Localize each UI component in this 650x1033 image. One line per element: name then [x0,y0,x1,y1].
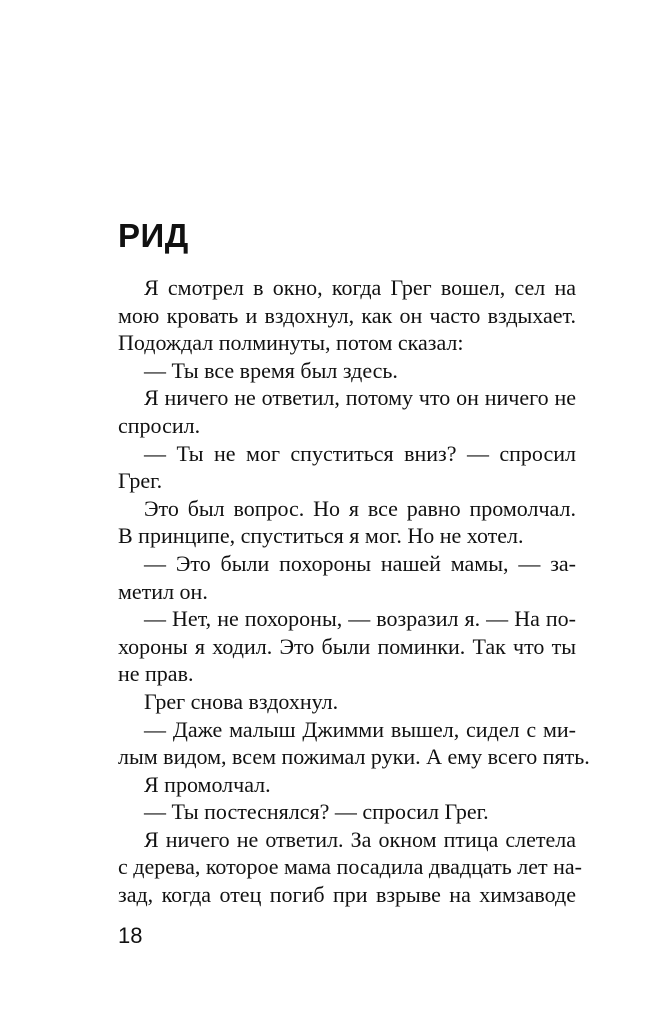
text-line: Я ничего не ответил. За окном птица слетела [144,826,576,852]
text-line: — Нет, не похороны, — возразил я. — На по- [144,606,576,632]
text-line: метил он. [118,578,208,604]
text-line: спросил. [118,412,201,438]
text-line: Грег снова вздохнул. [144,688,339,714]
text-line: — Ты все время был здесь. [144,357,398,383]
page-number: 18 [118,923,143,948]
chapter-title: РИД [118,217,189,254]
text-line: хороны я ходил. Это были поминки. Так что ты [118,633,576,659]
text-line: мою кровать и вздохнул, как он часто вздыхает. [118,302,576,328]
text-line: Грег. [118,468,163,494]
body-text [118,274,590,909]
text-line: — Ты постеснялся? — спросил Грег. [144,799,489,825]
text-line: В принципе, спуститься я мог. Но не хотел. [118,523,524,549]
text-line: — Ты не мог спуститься вниз? — спросил [144,440,576,466]
text-line: Я ничего не ответил, потому что он ничего не [144,385,576,411]
text-line: зад, когда отец погиб при взрыве на химзаводе [118,882,576,908]
text-line: — Даже малыш Джимми вышел, сидел с ми- [144,716,576,742]
text-line: — Это были похороны нашей мамы, — за- [144,550,576,576]
text-line: Я смотрел в окно, когда Грег вошел, сел на [144,275,576,300]
text-line: не прав. [118,661,194,687]
text-line: Это был вопрос. Но я все равно промолчал. [144,495,576,521]
text-line: с дерева, которое мама посадила двадцать лет на- [118,854,582,880]
text-line: Подождал полминуты, потом сказал: [118,330,464,356]
text-line: лым видом, всем пожимал руки. А ему всего пять. [118,744,590,770]
text-line: Я промолчал. [144,771,271,797]
